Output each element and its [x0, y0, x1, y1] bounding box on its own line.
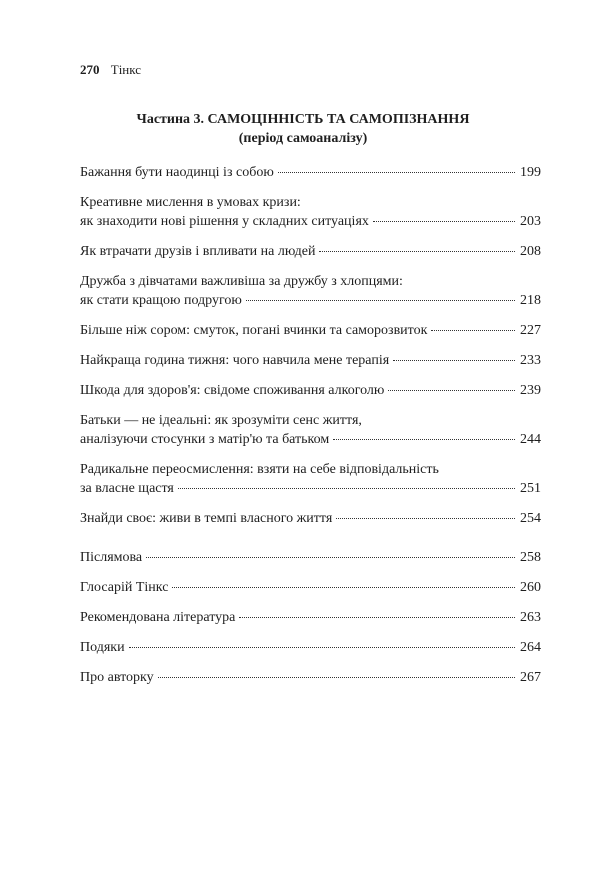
toc-entry — [80, 321, 541, 340]
toc-entry-row — [80, 163, 541, 182]
toc-entry-title-line: Більше ніж сором: смуток, погані вчинки та саморозвиток — [80, 323, 428, 338]
toc-entry-title-line: Радикальне переосмислення: взяти на себе відповідальність — [80, 462, 439, 477]
dot-leader — [336, 518, 515, 519]
toc-entry — [80, 608, 541, 627]
dot-leader — [178, 488, 515, 489]
toc-entry — [80, 381, 541, 400]
header-page-number: 270 — [80, 62, 100, 77]
toc-entry-title-line: Про авторку — [80, 670, 154, 685]
toc-entry-page-number: 244 — [520, 432, 541, 447]
toc-entry-page-number: 267 — [520, 670, 541, 685]
dot-leader — [239, 617, 515, 618]
toc-entry-title-line: Рекомендована література — [80, 610, 236, 625]
part-title-line-1: Частина 3. САМОЦІННІСТЬ ТА САМОПІЗНАННЯ — [136, 112, 470, 127]
dot-leader — [388, 390, 515, 391]
table-of-contents — [80, 163, 541, 698]
toc-entry-page-number: 218 — [520, 293, 541, 308]
toc-entry-row — [80, 351, 541, 370]
toc-entry-row — [80, 212, 541, 231]
toc-entry-title-line: Батьки — не ідеальні: як зрозуміти сенс життя, — [80, 413, 362, 428]
toc-entry-row — [80, 548, 541, 567]
running-header — [80, 62, 141, 78]
dot-leader — [319, 251, 515, 252]
toc-entry-title-line: Креативне мислення в умовах кризи: — [80, 195, 301, 210]
toc-entry — [80, 548, 541, 567]
toc-entry-title-line: аналізуючи стосунки з матір'ю та батьком — [80, 432, 330, 447]
toc-entry-title-line: як знаходити нові рішення у складних ситуаціях — [80, 214, 369, 229]
dot-leader — [431, 330, 515, 331]
dot-leader — [246, 300, 515, 301]
toc-entry-page-number: 258 — [520, 550, 541, 565]
toc-entry-page-number: 264 — [520, 640, 541, 655]
toc-entry-row — [80, 291, 541, 310]
toc-entry — [80, 578, 541, 597]
toc-entry-page-number: 208 — [520, 244, 541, 259]
toc-entry-page-number: 251 — [520, 481, 541, 496]
toc-entry — [80, 193, 541, 231]
toc-entry-title-line: Подяки — [80, 640, 125, 655]
toc-entry-title-line: за власне щастя — [80, 481, 174, 496]
toc-entry — [80, 163, 541, 182]
toc-entry — [80, 509, 541, 528]
dot-leader — [158, 677, 515, 678]
dot-leader — [373, 221, 515, 222]
toc-entry-page-number: 263 — [520, 610, 541, 625]
toc-entry-row — [80, 578, 541, 597]
toc-entry-title-line: Бажання бути наодинці із собою — [80, 165, 274, 180]
toc-entry-row — [80, 638, 541, 657]
toc-entry-row — [80, 479, 541, 498]
toc-entry-row — [80, 242, 541, 261]
toc-entry-title-line: Як втрачати друзів і впливати на людей — [80, 244, 316, 259]
toc-entry — [80, 460, 541, 498]
toc-entry-title-line: Післямова — [80, 550, 143, 565]
toc-entry-page-number: 260 — [520, 580, 541, 595]
toc-entry — [80, 411, 541, 449]
toc-entry-title-line: Глосарій Тінкс — [80, 580, 169, 595]
toc-entry-title-line: Найкраща година тижня: чого навчила мене терапія — [80, 353, 390, 368]
dot-leader — [278, 172, 515, 173]
toc-entry-title-line: Знайди своє: живи в темпі власного життя — [80, 511, 333, 526]
toc-entry-row — [80, 430, 541, 449]
part-title-line-2: (період самоаналізу) — [238, 131, 368, 146]
dot-leader — [333, 439, 515, 440]
toc-entry-page-number: 239 — [520, 383, 541, 398]
toc-entry-page-number: 203 — [520, 214, 541, 229]
toc-entry-page-number: 199 — [520, 165, 541, 180]
toc-entry-title-line: Дружба з дівчатами важливіша за дружбу з хлопцями: — [80, 274, 403, 289]
dot-leader — [146, 557, 515, 558]
part-title — [80, 110, 526, 148]
dot-leader — [172, 587, 515, 588]
toc-entry-row — [80, 668, 541, 687]
toc-entry-page-number: 233 — [520, 353, 541, 368]
toc-entry — [80, 668, 541, 687]
toc-entry — [80, 638, 541, 657]
toc-entry — [80, 242, 541, 261]
toc-entry — [80, 272, 541, 310]
dot-leader — [393, 360, 515, 361]
dot-leader — [129, 647, 515, 648]
toc-entry-row — [80, 509, 541, 528]
toc-entry-page-number: 227 — [520, 323, 541, 338]
toc-entry-row — [80, 381, 541, 400]
toc-entry-row — [80, 608, 541, 627]
toc-entry-row — [80, 321, 541, 340]
toc-entry — [80, 351, 541, 370]
header-running-title: Тінкс — [110, 62, 142, 77]
toc-entry-page-number: 254 — [520, 511, 541, 526]
toc-entry-title-line: як стати кращою подругою — [80, 293, 242, 308]
toc-entry-title-line: Шкода для здоров'я: свідоме споживання алкоголю — [80, 383, 385, 398]
